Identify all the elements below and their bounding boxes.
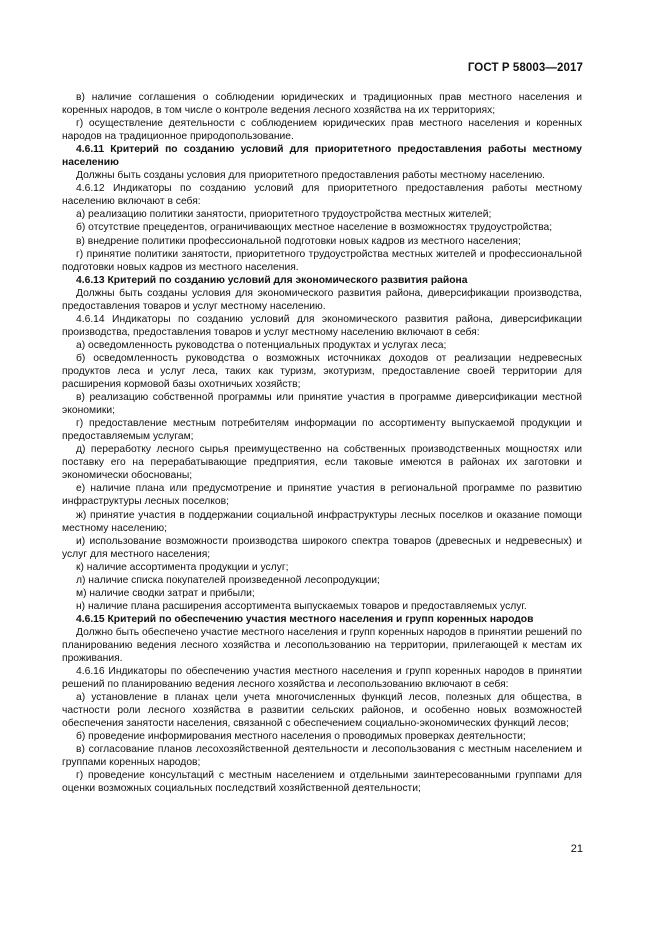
paragraph: а) осведомленность руководства о потенциальных продуктах и услугах леса; — [76, 339, 447, 351]
paragraph: 4.6.12 Индикаторы по созданию условий для приоритетного предоставления работы местному населению включают в себя: — [62, 183, 582, 208]
paragraph: а) реализацию политики занятости, приоритетного трудоустройства местных жителей; — [76, 209, 492, 221]
paragraph: и) использование возможности производства широкого спектра товаров (древесных и недревесных) и услуг для местного населения; — [62, 535, 582, 560]
paragraph: г) осуществление деятельности с соблюдением юридических прав местного населения и коренных народов на традиционное природопользование. — [62, 118, 582, 143]
paragraph: 4.6.14 Индикаторы по созданию условий для экономического развития района, диверсификации производства, предоставления товаров и услуг местному населению включают в себя: — [62, 313, 582, 338]
paragraph: г) проведение консультаций с местным населением и отдельными заинтересованными группами для оценки возможных социальных последствий хозяйственной деятельности; — [62, 770, 582, 795]
paragraph: Должны быть созданы условия для приоритетного предоставления работы местному населению. — [76, 170, 546, 182]
paragraph: б) проведение информирования местного населения о проводимых проверках деятельности; — [76, 731, 526, 743]
paragraph: а) установление в планах цели учета многочисленных функций лесов, полезных для общества, в частности роли лесного хозяйства в развитии сельских районов, и особенно новых возможностей обеспечения занятости населения, связанной с обеспечением социально-экономических функций лесов; — [62, 692, 582, 730]
page-number: 21 — [570, 843, 583, 855]
paragraph: б) отсутствие прецедентов, ограничивающих местное население в возможностях трудоустройства; — [76, 222, 553, 234]
paragraph: Должны быть созданы условия для экономического развития района, диверсификации производства, предоставления товаров и услуг местному населению. — [62, 287, 582, 312]
paragraph: б) осведомленность руководства о возможных источниках доходов от реализации недревесных продуктов леса и услуг леса, таких как туризм, экотуризм, предоставление своей территории для расширения кормовой базы охотничьих хозяйств; — [62, 352, 582, 391]
section-heading: 4.6.13 Критерий по созданию условий для экономического развития района — [76, 274, 468, 286]
paragraph: г) принятие политики занятости, приоритетного трудоустройства местных жителей и профессиональной подготовки новых кадров из местного населения. — [62, 248, 582, 273]
document-id-header: ГОСТ Р 58003—2017 — [467, 62, 583, 74]
paragraph: л) наличие списка покупателей произведенной лесопродукции; — [76, 574, 380, 586]
paragraph: к) наличие ассортимента продукции и услуг; — [76, 561, 289, 573]
paragraph: в) наличие соглашения о соблюдении юридических и традиционных прав местного населения и коренных народов, в том числе о контроле ведения лесного хозяйства на их территориях; — [62, 92, 582, 117]
section-heading: 4.6.11 Критерий по созданию условий для приоритетного предоставления работы местному населению — [62, 144, 582, 169]
paragraph: в) внедрение политики профессиональной подготовки новых кадров из местного населения; — [76, 235, 521, 247]
document-body — [62, 91, 582, 796]
paragraph: 4.6.16 Индикаторы по обеспечению участия местного населения и групп коренных народов в принятии решений по планированию ведения лесного хозяйства и лесопользованию включают в себя: — [62, 666, 582, 691]
paragraph: м) наличие сводки затрат и прибыли; — [76, 587, 255, 599]
paragraph: д) переработку лесного сырья преимущественно на собственных производственных мощностях или поставку его на перерабатывающие предприятия, если таковые имеются в районах их заготовки и экономически обоснованы; — [62, 444, 582, 482]
paragraph: в) реализацию собственной программы или принятие участия в программе диверсификации местной экономики; — [62, 392, 582, 417]
paragraph: ж) принятие участия в поддержании социальной инфраструктуры лесных поселков и оказание помощи местному населению; — [62, 509, 582, 534]
paragraph: в) согласование планов лесохозяйственной деятельности и лесопользования с местным населением и группами коренных народов; — [62, 744, 582, 769]
paragraph: е) наличие плана или предусмотрение и принятие участия в региональной программе по развитию инфраструктуры лесных поселков; — [62, 483, 582, 508]
paragraph: н) наличие плана расширения ассортимента выпускаемых товаров и предоставляемых услуг. — [76, 600, 527, 612]
paragraph: г) предоставление местным потребителям информации по ассортименту выпускаемой продукции и предоставляемым услугам; — [62, 418, 582, 443]
paragraph: Должно быть обеспечено участие местного населения и групп коренных народов в принятии решений по планированию ведения лесного хозяйства и лесопользованию на территории, прилегающей к местам их проживания. — [62, 626, 582, 665]
section-heading: 4.6.15 Критерий по обеспечению участия местного населения и групп коренных народов — [76, 613, 534, 625]
